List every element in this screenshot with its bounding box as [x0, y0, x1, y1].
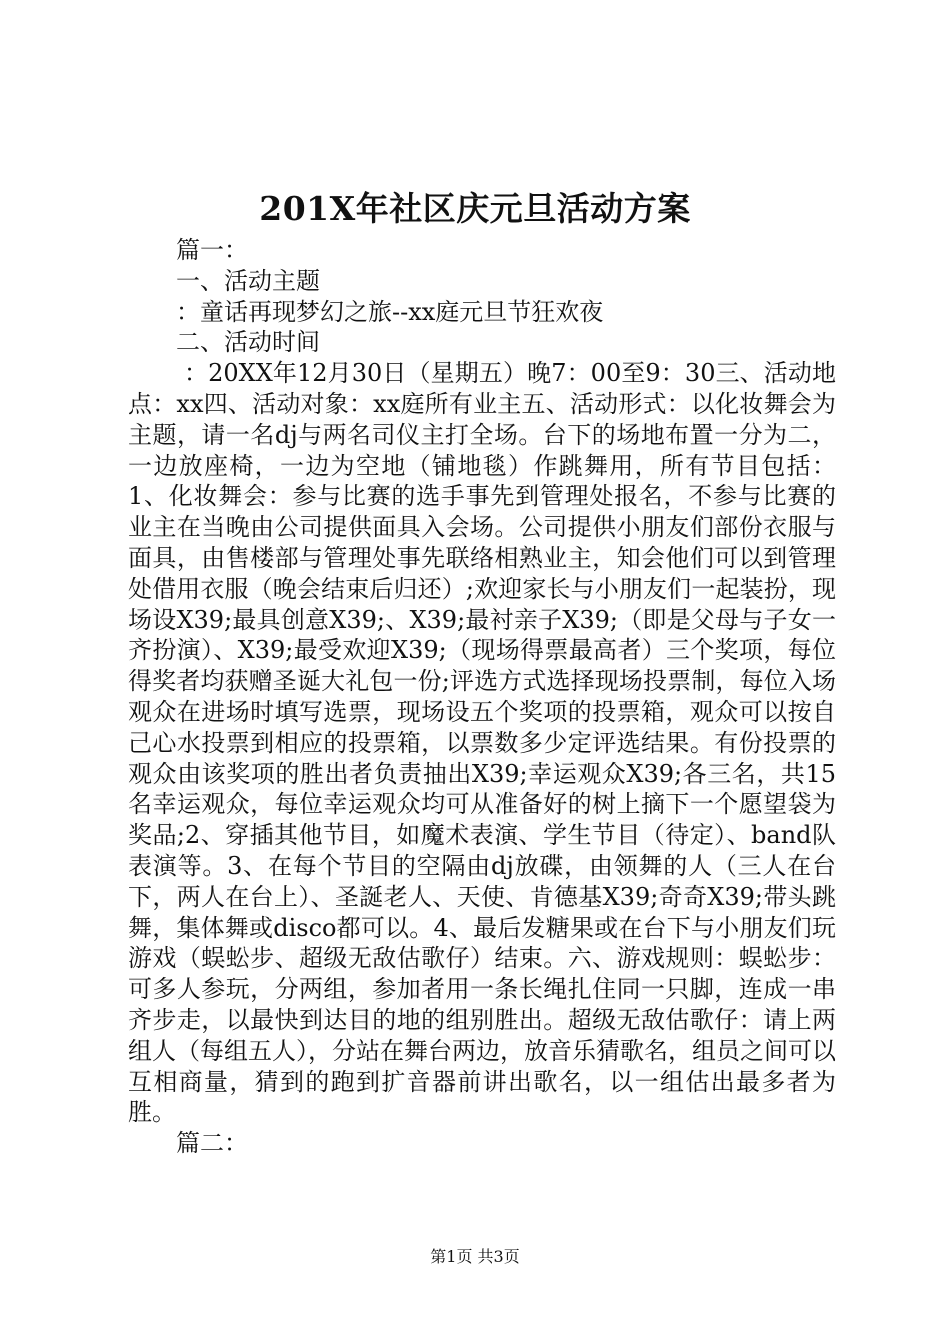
document-title: 201X年社区庆元旦活动方案 [259, 189, 691, 228]
document-body [128, 235, 836, 1159]
section1-heading: 篇一： [176, 236, 248, 264]
theme-text: ：童话再现梦幻之旅--xx庭元旦节狂欢夜 [176, 297, 604, 326]
section2-heading: 篇二： [176, 1129, 248, 1158]
theme-heading: 一、活动主题 [176, 266, 320, 295]
main-paragraph: ：20XX年12月30日（星期五）晚7：00至9：30三、活动地点：xx四、活动对象：xx庭所有业主五、活动形式：以化妆舞会为主题，请一名dj与两名司仪主打全场。台下的场地布置一分为二，一边放座椅，一边为空地（铺地毯）作跳舞用，所有节目包括：1、化妆舞会：参与比赛的选手事先到管理处报名，不参与比赛的业主在当晚由公司提供面具入会场。公司提供小朋友们部份衣服与面具，由售楼部与管理处事先联络相熟业主，知会他们可以到管理处借用衣服（晚会结束后归还）;欢迎家长与小朋友们一起装扮，现场设X39;最具创意X39;、X39;最衬亲子X39;（即是父母与子女一齐扮演）、X39;最受欢迎X39;（现场得票最高者）三个奖项，每位得奖者均获赠圣诞大礼包一份;评选方式选择现场投票制，每位入场观众在进场时填写选票，现场设五个奖项的投票箱，观众可以按自己心水投票到相应的投票箱，以票数多少定评选结果。有份投票的观众由该奖项的胜出者负责抽出X39;幸运观众X39;各三名，共15名幸运观众，每位幸运观众均可从准备好的树上摘下一个愿望袋为奖品;2、穿插其他节目，如魔术表演、学生节目（待定）、band队表演等。3、在每个节目的空隔由dj放碟，由领舞的人（三人在台下，两人在台上）、圣誕老人、天使、肯德基X39;奇奇X39;带头跳舞，集体舞或disco都可以。4、最后发糖果或在台下与小朋友们玩游戏（蜈蚣步、超级无敌估歌仔）结束。六、游戏规则：蜈蚣步：可多人参玩，分两组，参加者用一条长绳扎住同一只脚，连成一串齐步走，以最快到达目的地的组别胜出。超级无敌估歌仔：请上两组人（每组五人），分站在舞台两边，放音乐猜歌名，组员之间可以互相商量，猜到的跑到扩音器前讲出歌名，以一组估出最多者为胜。 [128, 359, 836, 1127]
page-indicator: 第1页 共3页 [430, 1247, 520, 1266]
time-heading: 二、活动时间 [176, 328, 320, 357]
